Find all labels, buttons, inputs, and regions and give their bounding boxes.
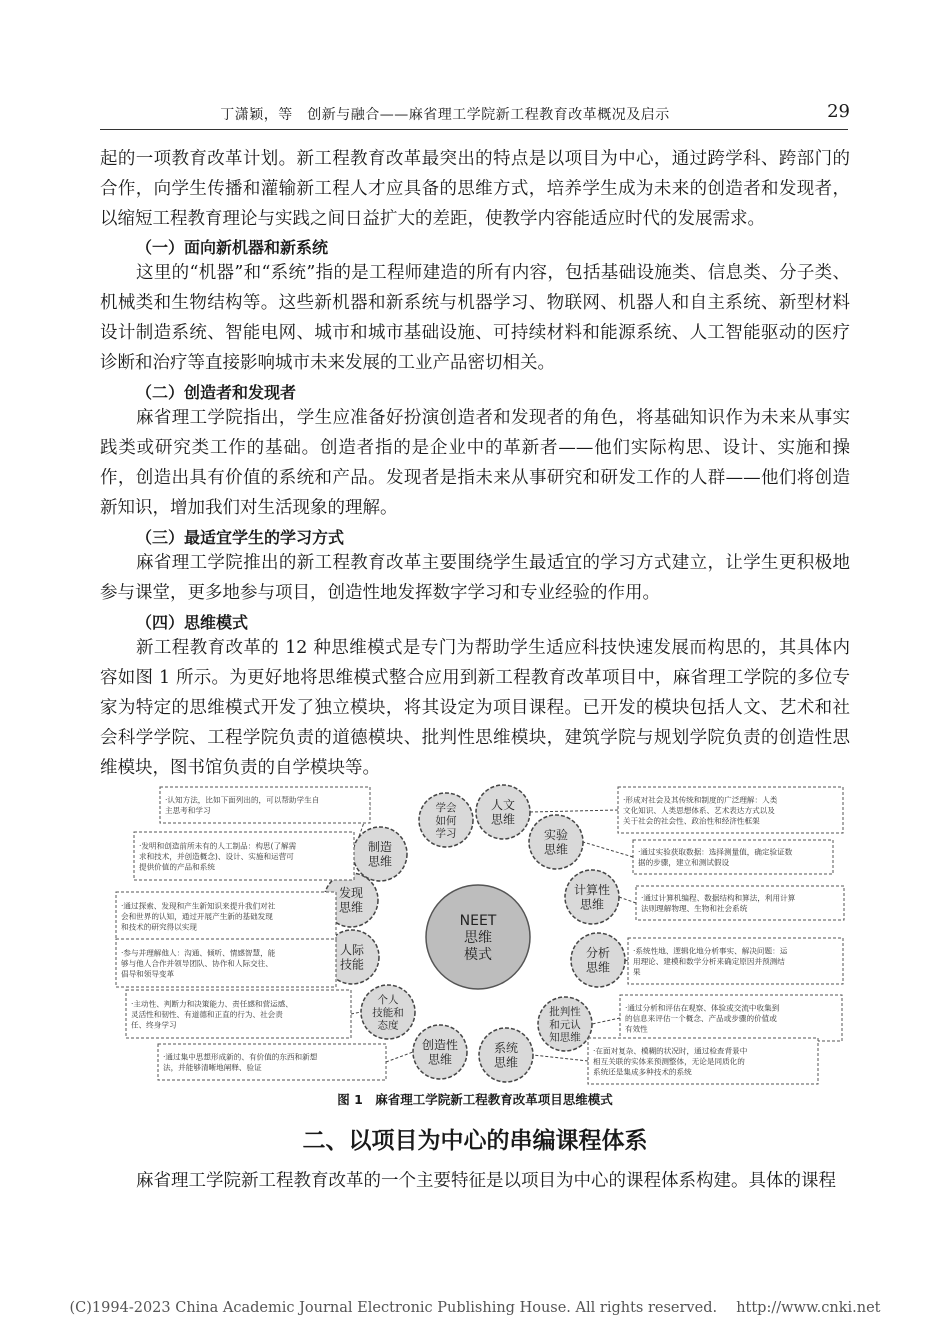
mindset-node-label-9-line: 态度	[377, 1019, 399, 1032]
left-note-3-line: ·通过探索、发现和产生新知识来提升我们对社	[121, 901, 276, 911]
right-note-6-line: 相互关联的实体来预测整体，无论是同质化的	[593, 1056, 745, 1066]
mindset-node-label-11-line: 发现	[338, 886, 364, 901]
center-label-line: 模式	[464, 946, 492, 963]
page-number: 29	[827, 101, 850, 122]
right-note-1-line: 文化知识、人类思想体系、艺术表达方式以及	[623, 805, 775, 815]
left-note-1-line: ·认知方法，比如下面列出的，可以帮助学生自	[165, 795, 320, 805]
mindset-node-label-6	[549, 1005, 581, 1043]
right-note-1-text	[623, 794, 778, 825]
right-note-6-line: ·在面对复杂、模糊的状况时，通过检查背景中	[593, 1046, 748, 1056]
mindset-node-label-3-line: 思维	[543, 842, 569, 857]
right-note-5-line: 的信息来评估一个概念、产品或步骤的价值或	[625, 1013, 777, 1023]
mindset-node-label-1-line: 学习	[435, 827, 457, 840]
left-note-2-line: 求和技术，并创造概念)、设计、实施和运营可	[139, 851, 294, 861]
paragraph-makers-discoverers: 麻省理工学院指出，学生应准备好扮演创造者和发现者的角色，将基础知识作为未来从事实践类或研究类工作的基础。创造者指的是企业中的革新者——他们实际构思、设计、实施和操作，创造出具有价值的系统和产品。发现者是指未来从事研究和研发工作的人群——他们将创造新知识，增加我们对生活现象的理解。	[100, 408, 850, 518]
mindset-node-label-3-line: 实验	[543, 828, 569, 843]
mindset-node-label-9-line: 技能和	[372, 1006, 404, 1019]
right-note-5-line: 有效性	[625, 1024, 648, 1034]
mindset-node-label-11-line: 思维	[338, 900, 364, 915]
copyright-footer: (C)1994-2023 China Academic Journal Electronic Publishing House. All rights reserved. http://www.cnki.net	[69, 1300, 881, 1316]
mindset-node-label-8-line: 思维	[427, 1052, 453, 1067]
left-note-connector-6	[386, 1052, 413, 1062]
header-rule	[100, 129, 848, 130]
section-heading: 二、以项目为中心的串编课程体系	[302, 1127, 648, 1154]
mindset-node-label-10-line: 人际	[339, 943, 365, 958]
right-note-4-line: 果	[633, 967, 641, 977]
right-note-connector-2	[583, 842, 633, 857]
right-note-3-box	[636, 886, 844, 920]
right-note-4-line: 用理论、建模和数学分析来确定原因并预测结	[633, 956, 785, 966]
paragraph-mindsets: 新工程教育改革的 12 种思维模式是专门为帮助学生适应科技快速发展而构思的，其具体内容如图 1 所示。为更好地将思维模式整合应用到新工程教育改革项目中，麻省理工学院的多位专家为特定的思维模式开发了独立模块，将其设定为项目课程。已开发的模块包括人文、艺术和社会科学学院、工程学院负责的道德模块、批判性思维模块，建筑学院与规划学院负责的创造性思维模块，图书馆负责的自学模块等。	[100, 638, 851, 778]
mindset-node-label-1-line: 学会	[435, 802, 457, 815]
mindset-node-label-5-line: 分析	[585, 946, 611, 961]
left-note-1-box	[160, 787, 370, 823]
paragraph-intro: 起的一项教育改革计划。新工程教育改革最突出的特点是以项目为中心，通过跨学科、跨部门的合作，向学生传播和灌输新工程人才应具备的思维方式，培养学生成为未来的创造者和发现者，以缩短工程教育理论与实践之间日益扩大的差距，使教学内容能适应时代的发展需求。	[100, 149, 850, 229]
mindset-node-label-2	[491, 798, 515, 826]
mindset-node-label-7	[494, 1040, 518, 1069]
left-note-6-box	[158, 1044, 386, 1080]
right-note-3-line: ·通过计算机编程、数据结构和算法，利用计算	[641, 893, 796, 903]
center-label-line: 思维	[464, 930, 492, 947]
right-note-connector-5	[592, 1018, 620, 1024]
left-note-2-line: ·发明和创造前所未有的人工制品：构思(了解需	[139, 841, 297, 851]
left-note-3-line: 和技术的研究得以实现	[121, 922, 197, 932]
subheading-mindsets: （四）思维模式	[136, 613, 249, 632]
mindset-node-label-9-line: 个人	[377, 994, 399, 1007]
mindset-node-label-6-line: 和元认	[549, 1018, 581, 1031]
right-note-3-line: 法则理解物理、生物和社会系统	[641, 904, 748, 914]
mindset-node-label-12	[368, 839, 392, 868]
left-note-5-line: 任、终身学习	[131, 1020, 177, 1030]
mindset-node-label-11	[339, 885, 363, 914]
center-label	[460, 913, 497, 963]
right-note-1-line: ·形成对社会及其传统和制度的广泛理解：人类	[623, 795, 778, 805]
center-label-line: NEET	[459, 913, 497, 930]
mindset-node-label-8-line: 创造性	[421, 1038, 459, 1053]
left-note-4-line: 倡导和领导变革	[121, 969, 175, 979]
right-note-6-line: 系统还是集成多种技术的系统	[593, 1067, 692, 1077]
mindset-node-label-2-line: 思维	[490, 812, 516, 827]
mindset-node-label-10-line: 技能	[339, 957, 365, 972]
mindset-node-label-4-line: 计算性	[573, 883, 611, 898]
right-note-5-line: ·通过分析和评估在观察、体验或交流中收集到	[625, 1003, 780, 1013]
left-note-connector-5	[351, 1012, 361, 1014]
running-header-title: 丁潇颖，等 创新与融合——麻省理工学院新工程教育改革概况及启示	[220, 107, 670, 123]
mindset-node-label-1-line: 如何	[435, 814, 457, 827]
mindset-node-label-4-line: 思维	[579, 897, 605, 912]
subheading-learning-style: （三）最适宜学生的学习方式	[136, 528, 345, 547]
mindset-node-label-3	[544, 828, 568, 856]
mindset-node-label-6-line: 知思维	[549, 1031, 581, 1044]
mindset-node-label-10	[340, 943, 365, 971]
mindset-node-label-5	[586, 945, 610, 974]
right-note-4-line: ·系统性地、逻辑化地分析事实、解决问题：运	[633, 946, 788, 956]
left-note-6-line: 法，并能够清晰地阐释、验证	[163, 1063, 262, 1073]
left-note-6-line: ·通过集中思想形成新的、有价值的东西和新想	[163, 1052, 318, 1062]
mindset-node-label-6-line: 批判性	[549, 1006, 581, 1019]
mindset-node-label-7-line: 思维	[493, 1055, 519, 1070]
left-note-1-line: 主思考和学习	[165, 806, 211, 816]
left-note-4-line: 够与他人合作并领导团队、协作和人际交往、	[121, 958, 273, 968]
right-note-2-line: 据的步骤，建立和测试假设	[638, 858, 730, 868]
paragraph-section-start: 麻省理工学院新工程教育改革的一个主要特征是以项目为中心的课程体系构建。具体的课程	[136, 1171, 836, 1191]
figure-diagram	[108, 782, 848, 1092]
left-note-5-line: 灵活性和韧性、有道德和正直的行为、社会责	[131, 1009, 283, 1019]
left-note-5-line: ·主动性、判断力和决策能力、责任感和营运感、	[131, 999, 293, 1009]
paragraph-learning-style: 麻省理工学院推出的新工程教育改革主要围绕学生最适宜的学习方式建立，让学生更积极地参与课堂，更多地参与项目，创造性地发挥数字学习和专业经验的作用。	[100, 553, 850, 603]
mindset-node-label-1	[436, 801, 457, 839]
right-note-1-line: 关于社会的社会性、政治性和经济性框架	[623, 816, 760, 826]
right-note-connector-6	[533, 1055, 588, 1061]
right-note-connector-1	[530, 810, 618, 812]
paragraph-new-machines: 这里的“机器”和“系统”指的是工程师建造的所有内容，包括基础设施类、信息类、分子类、机械类和生物结构等。这些新机器和新系统与机器学习、物联网、机器人和自主系统、新型材料设计制造系统、智能电网、城市和城市基础设施、可持续材料和能源系统、人工智能驱动的医疗诊断和治疗等直接影响城市未来发展的工业产品密切相关。	[100, 263, 850, 373]
right-note-2-box	[633, 840, 833, 874]
right-note-connector-3	[619, 897, 636, 903]
right-note-2-line: ·通过实验获取数据：选择测量值，确定验证数	[638, 847, 793, 857]
figure-neet-mindsets	[108, 782, 848, 1092]
figure-caption: 图 1 麻省理工学院新工程教育改革项目思维模式	[337, 1092, 613, 1107]
mindset-node-label-12-line: 思维	[367, 854, 393, 869]
left-note-3-line: 会和世界的认知，通过开展产生新的基础发现	[121, 911, 273, 921]
mindset-node-label-5-line: 思维	[585, 960, 611, 975]
mindset-node-label-12-line: 制造	[367, 840, 393, 855]
mindset-node-label-2-line: 人文	[490, 798, 516, 813]
subheading-new-machines: （一）面向新机器和新系统	[136, 238, 329, 257]
mindset-node-label-7-line: 系统	[493, 1041, 519, 1056]
left-note-4-line: ·参与并理解他人：沟通、倾听、情感智慧，能	[121, 948, 276, 958]
subheading-makers-discoverers: （二）创造者和发现者	[136, 383, 297, 402]
left-note-2-line: 提供价值的产品和系统	[139, 862, 215, 872]
